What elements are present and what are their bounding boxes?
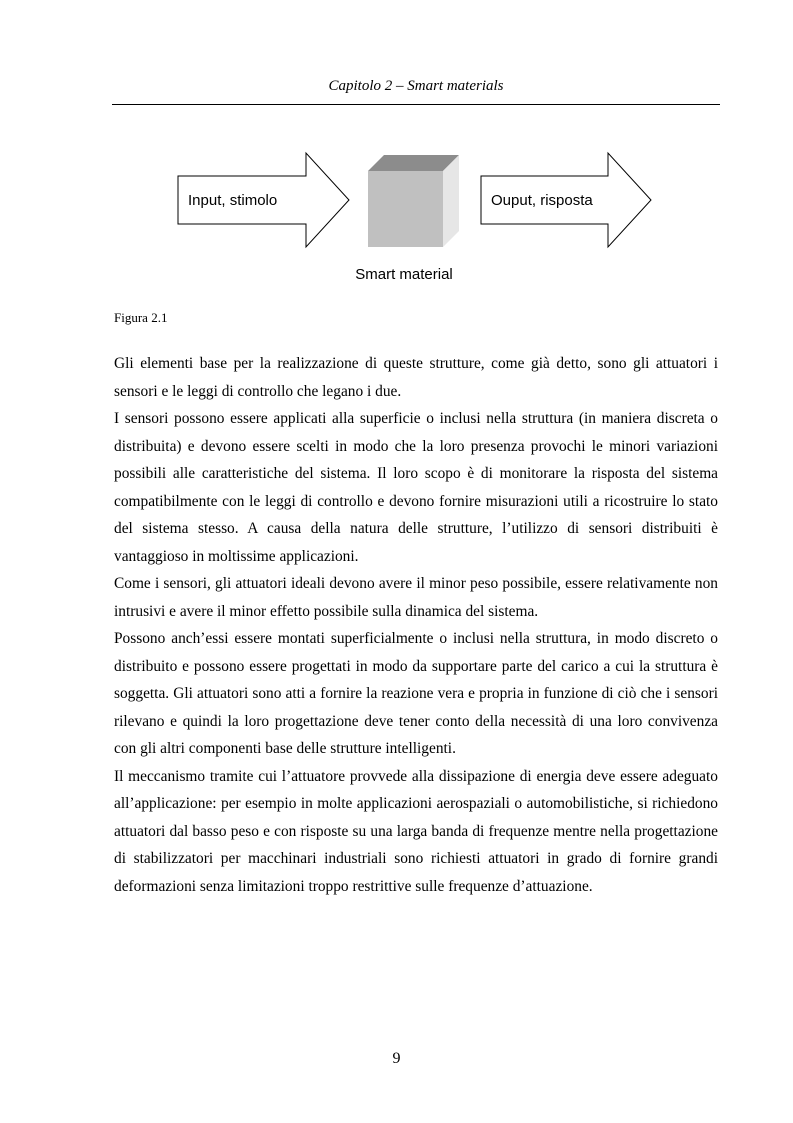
- paragraph: Come i sensori, gli attuatori ideali devono avere il minor peso possibile, essere relativamente non intrusivi e avere il minor effetto possibile sulla dinamica del sistema.: [114, 575, 718, 620]
- paragraph: Il meccanismo tramite cui l’attuatore provvede alla dissipazione di energia deve essere adeguato all’applicazione: per esempio in molte applicazioni aerospaziali o automobilistiche, si richiedono attuatori dal basso peso e con risposte su una larga banda di frequenze mentre nella progettazione di stabilizzatori per macchinari industriali sono richiesti attuatori in grado di fornire grandi deformazioni senza limitazioni troppo restrittive sulle frequenze d’attuazione.: [114, 767, 718, 895]
- paragraph: I sensori possono essere applicati alla superficie o inclusi nella struttura (in maniera discreta o distribuita) e devono essere scelti in modo che la loro presenza provochi le minori variazioni possibili alle caratteristiche del sistema. Il loro scopo è di monitorare la risposta del sistema compatibilmente con le leggi di controllo e devono fornire misurazioni utili a ricostruire lo stato del sistema stesso. A causa della natura delle strutture, l’utilizzo di sensori distribuiti è vantaggioso in moltissime applicazioni.: [114, 410, 718, 565]
- input-label: Input, stimolo: [188, 192, 278, 209]
- body-text: [114, 350, 718, 900]
- cube-front: [368, 171, 443, 247]
- page-number: 9: [392, 1050, 401, 1067]
- paragraph: Gli elementi base per la realizzazione di queste strutture, come già detto, sono gli attuatori i sensori e le leggi di controllo che legano i due.: [114, 355, 718, 400]
- paragraph: Possono anch’essi essere montati superficialmente o inclusi nella struttura, in modo discreto o distribuito e possono essere progettati in modo da supportare parte del carico a cui la struttura è soggetta. Gli attuatori sono atti a fornire la reazione vera e propria in funzione di ciò che i sensori rilevano e quindi la loro progettazione deve tener conto della necessità di una loro convivenza con gli altri componenti base delle strutture intelligenti.: [114, 630, 718, 757]
- cube-top: [368, 155, 459, 171]
- running-header: Capitolo 2 – Smart materials: [328, 78, 504, 94]
- cube-side: [443, 155, 459, 247]
- output-label: Ouput, risposta: [491, 192, 593, 209]
- material-label: Smart material: [355, 266, 453, 283]
- smart-material-figure: [0, 0, 793, 300]
- figure-caption: Figura 2.1: [114, 310, 168, 325]
